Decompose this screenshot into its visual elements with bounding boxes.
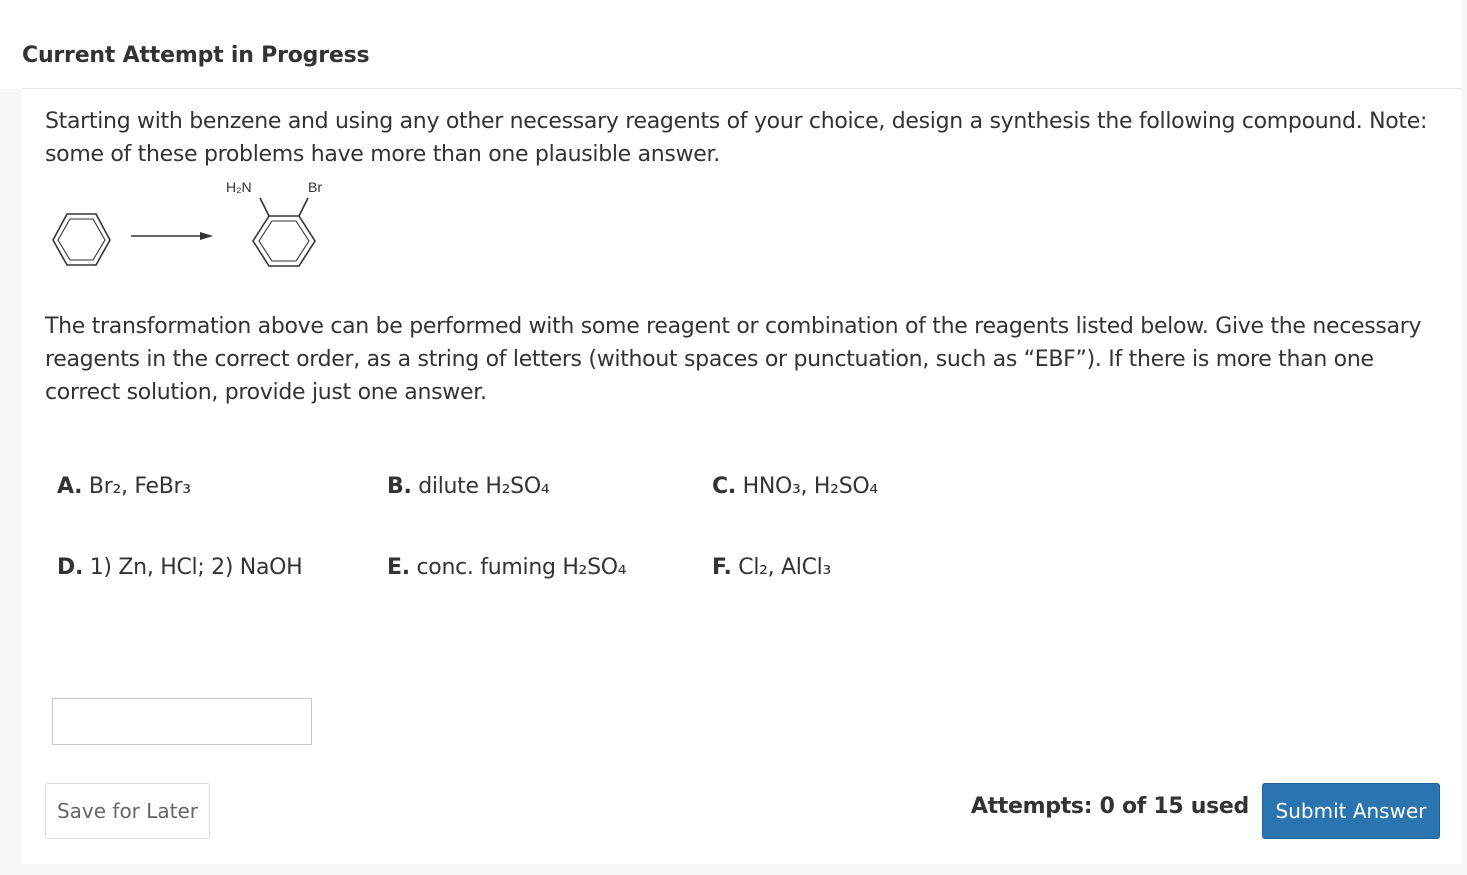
reagent-text: conc. fuming H₂SO₄ <box>416 555 627 580</box>
reagent-letter: D. <box>57 555 84 580</box>
question-instructions: The transformation above can be performed with some reagent or combination of the reagents listed below. Give the necessary reagents in the correct order, as a string of letters (without spaces or punctuation, such as “EBF”). If there is more than one correct solution, provide just one answer. <box>45 314 1422 405</box>
reagent-letter: E. <box>387 555 410 580</box>
product-ring <box>253 198 315 266</box>
answer-input[interactable] <box>52 698 312 745</box>
reagent-option-b <box>387 474 549 499</box>
reagent-option-e <box>387 555 626 580</box>
section-title: Current Attempt in Progress <box>22 43 370 68</box>
reagent-option-a <box>57 474 191 499</box>
reaction-scheme-image <box>40 172 340 277</box>
reagent-letter: F. <box>712 555 732 580</box>
reagent-text: Cl₂, AlCl₃ <box>738 555 832 580</box>
reagent-letter: B. <box>387 474 412 499</box>
attempts-counter: Attempts: 0 of 15 used <box>970 794 1249 819</box>
reagent-text: Br₂, FeBr₃ <box>88 474 191 499</box>
reagent-text: dilute H₂SO₄ <box>418 474 550 499</box>
benzene-reactant <box>53 214 110 265</box>
save-for-later-button[interactable]: Save for Later <box>45 783 210 839</box>
question-prompt: Starting with benzene and using any other necessary reagents of your choice, design a synthesis the following compound. Note: some of these problems have more than one plausible answer. <box>45 109 1428 167</box>
amino-label: H₂N <box>226 179 252 195</box>
reaction-arrow <box>131 232 213 240</box>
reagent-letter: C. <box>712 474 736 499</box>
reagent-option-f <box>712 555 831 580</box>
left-gutter <box>0 89 22 875</box>
reagent-text: 1) Zn, HCl; 2) NaOH <box>89 555 303 580</box>
submit-answer-button[interactable]: Submit Answer <box>1262 783 1440 839</box>
reagent-letter: A. <box>57 474 83 499</box>
reagent-text: HNO₃, H₂SO₄ <box>742 474 878 499</box>
reagent-option-c <box>712 474 878 499</box>
reagent-option-d <box>57 555 302 580</box>
bromo-label: Br <box>308 179 322 195</box>
